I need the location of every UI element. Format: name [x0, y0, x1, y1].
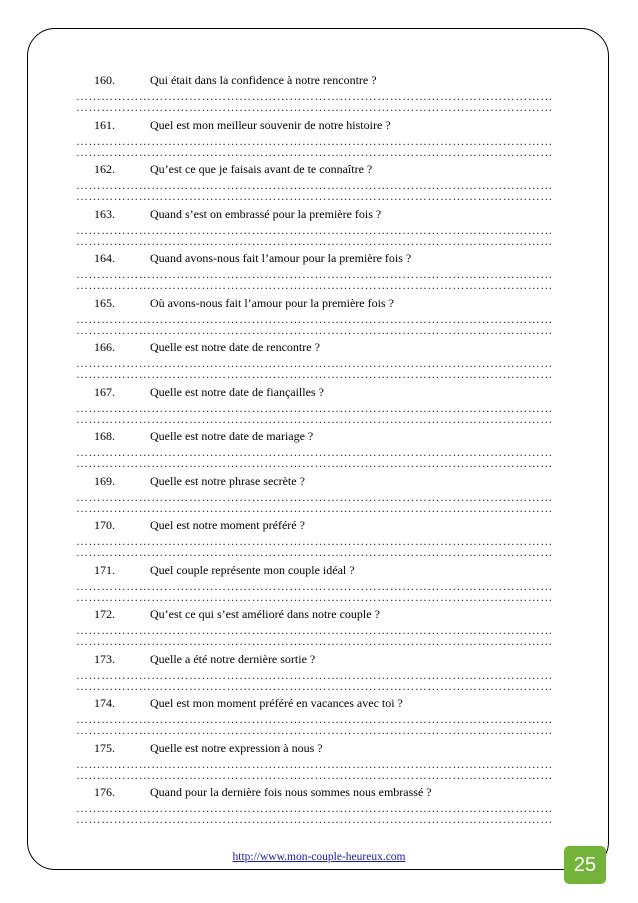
answer-line[interactable]: …………………………………………………………………………………………………… [76, 91, 553, 102]
question-text: Qu’est ce qui s’est amélioré dans notre couple ? [150, 607, 380, 621]
question-number: 167. [94, 384, 115, 399]
answer-line[interactable]: …………………………………………………………………………………………………… [76, 358, 553, 369]
page-number-badge: 25 [564, 846, 606, 884]
question-number: 166. [94, 340, 115, 354]
answer-line[interactable]: …………………………………………………………………………………………………… [76, 536, 553, 547]
question-item [76, 692, 554, 737]
question-number: 169. [94, 473, 115, 488]
question-item [76, 425, 554, 470]
answer-line[interactable]: …………………………………………………………………………………………………… [76, 814, 553, 825]
question-text: Quelle est notre date de mariage ? [150, 429, 314, 443]
question-text: Quand avons-nous fait l’amour pour la première fois ? [150, 251, 412, 265]
answer-line[interactable]: …………………………………………………………………………………………………… [76, 636, 553, 647]
question-number: 175. [94, 740, 115, 755]
question-text: Quel est mon moment préféré en vacances avec toi ? [150, 696, 403, 710]
answer-line[interactable]: …………………………………………………………………………………………………… [76, 725, 553, 736]
answer-line[interactable]: …………………………………………………………………………………………………… [76, 502, 553, 514]
answer-line[interactable]: …………………………………………………………………………………………………… [76, 180, 553, 191]
answer-line[interactable]: …………………………………………………………………………………………………… [76, 669, 553, 681]
answer-line[interactable]: …………………………………………………………………………………………………… [76, 402, 553, 414]
question-text: Quand pour la dernière fois nous sommes nous embrassé ? [150, 785, 432, 799]
question-item [76, 158, 554, 203]
question-number: 170. [94, 518, 115, 532]
answer-line[interactable]: …………………………………………………………………………………………………… [76, 591, 553, 603]
question-text: Qu’est ce que je faisais avant de te connaître ? [150, 162, 373, 176]
question-item [76, 292, 554, 337]
answer-line[interactable]: …………………………………………………………………………………………………… [76, 191, 553, 202]
question-number: 168. [94, 429, 115, 443]
question-text: Quel est mon meilleur souvenir de notre histoire ? [150, 117, 391, 132]
question-number: 165. [94, 295, 115, 310]
answer-line[interactable]: …………………………………………………………………………………………………… [76, 680, 553, 692]
question-item [76, 69, 554, 114]
question-number: 163. [94, 206, 115, 221]
question-item [76, 603, 554, 648]
question-item [76, 336, 554, 381]
answer-line[interactable]: …………………………………………………………………………………………………… [76, 547, 553, 558]
question-text: Quelle a été notre dernière sortie ? [150, 651, 316, 666]
answer-line[interactable]: …………………………………………………………………………………………………… [76, 758, 553, 770]
question-number: 162. [94, 162, 115, 176]
answer-line[interactable]: …………………………………………………………………………………………………… [76, 491, 553, 503]
question-item [76, 648, 554, 693]
footer-website-link[interactable]: http://www.mon-couple-heureux.com [232, 851, 406, 863]
answer-line[interactable]: …………………………………………………………………………………………………… [76, 769, 553, 781]
answer-line[interactable]: …………………………………………………………………………………………………… [76, 135, 553, 147]
answer-line[interactable]: …………………………………………………………………………………………………… [76, 580, 553, 592]
question-number: 176. [94, 785, 115, 799]
question-item [76, 203, 554, 248]
question-item [76, 114, 554, 159]
answer-line[interactable]: …………………………………………………………………………………………………… [76, 803, 553, 814]
answer-line[interactable]: …………………………………………………………………………………………………… [76, 458, 553, 469]
answer-line[interactable]: …………………………………………………………………………………………………… [76, 369, 553, 380]
question-number: 161. [94, 117, 115, 132]
question-number: 164. [94, 251, 115, 265]
question-number: 173. [94, 651, 115, 666]
question-text: Quand s’est on embrassé pour la première fois ? [150, 206, 382, 221]
question-item [76, 781, 554, 826]
answer-line[interactable]: …………………………………………………………………………………………………… [76, 447, 553, 458]
question-text: Quel est notre moment préféré ? [150, 518, 305, 532]
question-text: Quelle est notre date de fiançailles ? [150, 384, 324, 399]
question-number: 160. [94, 73, 115, 87]
question-number: 172. [94, 607, 115, 621]
answer-line[interactable]: …………………………………………………………………………………………………… [76, 280, 553, 291]
question-text: Quelle est notre date de rencontre ? [150, 340, 320, 354]
answer-line[interactable]: …………………………………………………………………………………………………… [76, 625, 553, 636]
answer-line[interactable]: …………………………………………………………………………………………………… [76, 313, 553, 325]
answer-line[interactable]: …………………………………………………………………………………………………… [76, 714, 553, 725]
answer-line[interactable]: …………………………………………………………………………………………………… [76, 235, 553, 247]
question-item [76, 247, 554, 292]
answer-line[interactable]: …………………………………………………………………………………………………… [76, 413, 553, 425]
question-item [76, 470, 554, 515]
question-number: 174. [94, 696, 115, 710]
question-item [76, 381, 554, 426]
question-text: Quelle est notre phrase secrète ? [150, 473, 305, 488]
question-number: 171. [94, 562, 115, 577]
answer-line[interactable]: …………………………………………………………………………………………………… [76, 102, 553, 113]
question-text: Quel couple représente mon couple idéal ? [150, 562, 355, 577]
question-item [76, 737, 554, 782]
answer-line[interactable]: …………………………………………………………………………………………………… [76, 146, 553, 158]
question-text: Qui était dans la confidence à notre rencontre ? [150, 73, 377, 87]
question-item [76, 559, 554, 604]
answer-line[interactable]: …………………………………………………………………………………………………… [76, 224, 553, 236]
question-text: Quelle est notre expression à nous ? [150, 740, 323, 755]
question-item [76, 514, 554, 559]
question-text: Où avons-nous fait l’amour pour la première fois ? [150, 295, 394, 310]
answer-line[interactable]: …………………………………………………………………………………………………… [76, 324, 553, 336]
question-list [76, 69, 554, 826]
answer-line[interactable]: …………………………………………………………………………………………………… [76, 269, 553, 280]
